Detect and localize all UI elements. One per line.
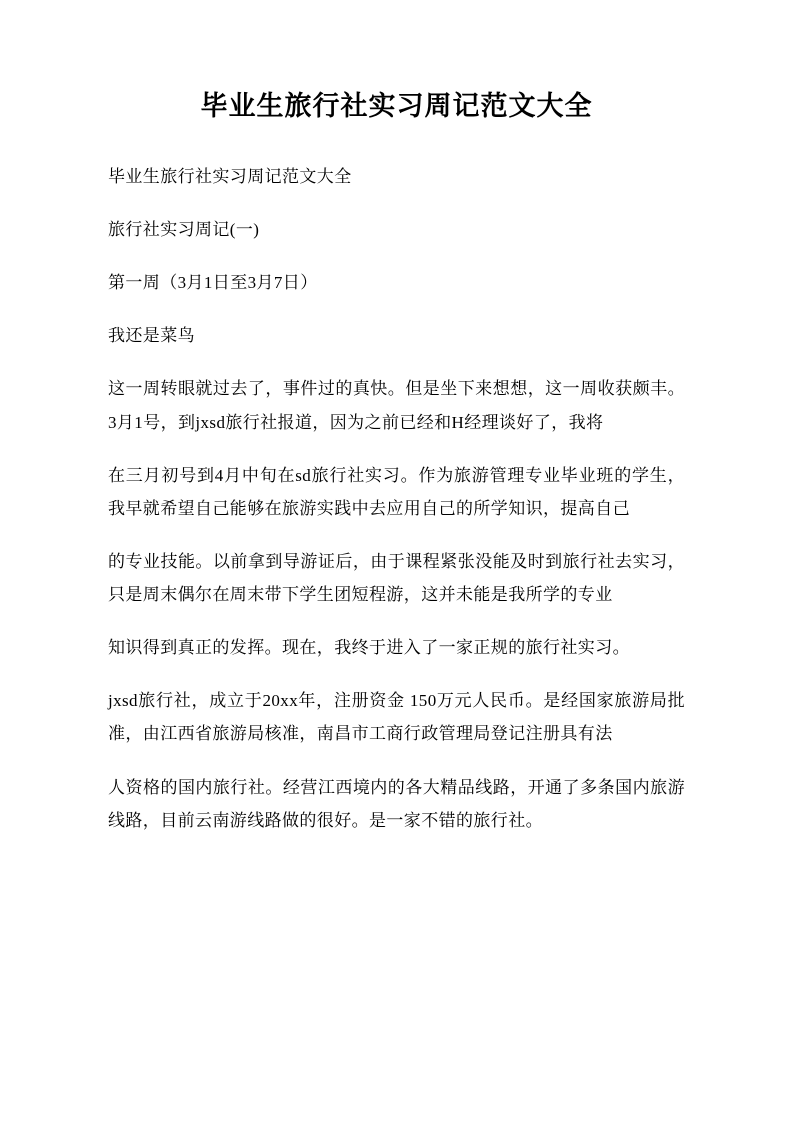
paragraph-4: 我还是菜鸟: [108, 326, 195, 346]
paragraph-5: 这一周转眼就过去了，事件过的真快。但是坐下来想想，这一周收获颇丰。3月1号，到jxsd旅行社报道，因为之前已经和H经理谈好了，我将: [108, 379, 685, 432]
paragraph-2: 旅行社实习周记(一): [108, 219, 260, 239]
paragraph-7: 的专业技能。以前拿到导游证后，由于课程紧张没能及时到旅行社去实习，只是周末偶尔在周末带下学生团短程游，这并未能是我所学的专业: [108, 551, 685, 605]
paragraph-6: 在三月初号到4月中旬在sd旅行社实习。作为旅游管理专业毕业班的学生，我早就希望自己能够在旅游实践中去应用自己的所学知识，提高自己: [108, 465, 685, 518]
paragraph-3: 第一周（3月1日至3月7日）: [108, 273, 318, 293]
page-title: 毕业生旅行社实习周记范文大全: [200, 91, 593, 121]
paragraph-10: 人资格的国内旅行社。经营江西境内的各大精品线路，开通了多条国内旅游线路，目前云南游线路做的很好。是一家不错的旅行社。: [108, 777, 685, 830]
paragraph-9: jxsd旅行社，成立于20xx年，注册资金 150万元人民币。是经国家旅游局批准，由江西省旅游局核准，南昌市工商行政管理局登记注册具有法: [108, 691, 685, 744]
paragraph-1: 毕业生旅行社实习周记范文大全: [108, 166, 352, 186]
paragraph-8: 知识得到真正的发挥。现在，我终于进入了一家正规的旅行社实习。: [108, 638, 630, 658]
